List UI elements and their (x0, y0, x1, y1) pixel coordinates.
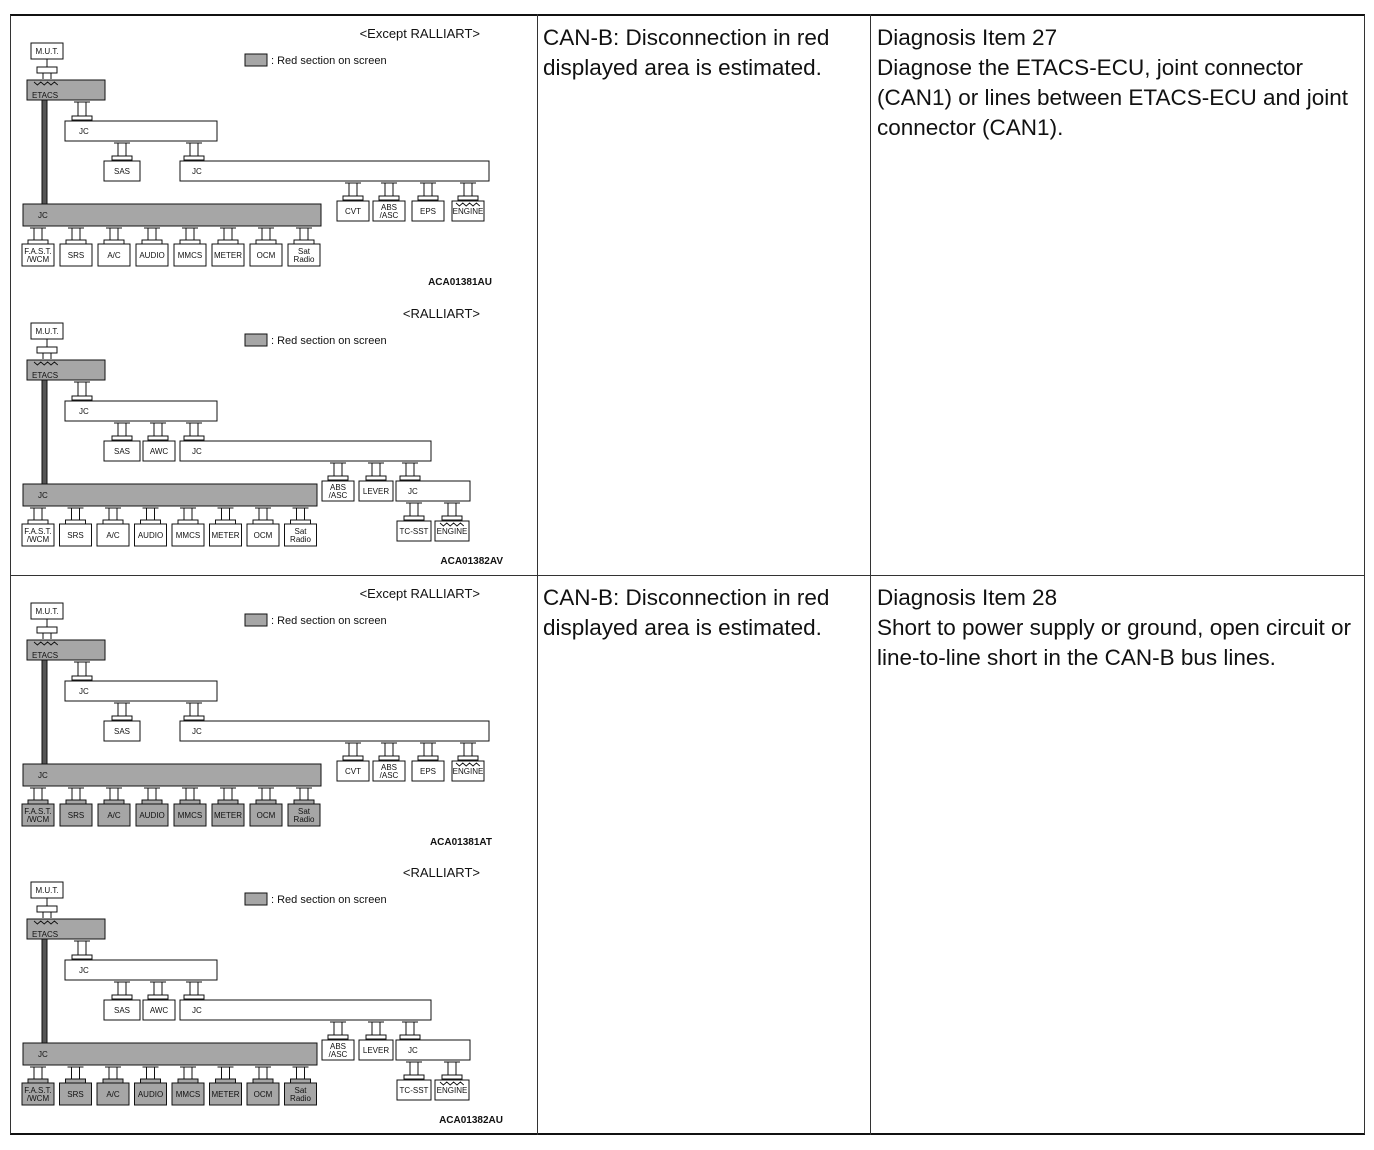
bottom-module-stub (103, 520, 123, 524)
awc-stub (148, 995, 168, 999)
legend-label: : Red section on screen (271, 894, 387, 906)
bottom-module-stub (66, 1079, 86, 1083)
variant-label: <RALLIART> (402, 306, 480, 321)
etacs-jc-stub (72, 955, 92, 959)
bottom-module-stub (178, 1079, 198, 1083)
bottom-module-stub (291, 1079, 311, 1083)
legend-swatch (245, 614, 267, 626)
bottom-module-stub (66, 800, 86, 804)
bottom-module-box-label: SRS (67, 811, 85, 820)
bottom-module-box-label: MMCS (175, 1090, 201, 1099)
abs-asc-stub (328, 476, 348, 480)
bottom-module-box-label: AUDIO (137, 531, 164, 540)
cvt-box-label: CVT (345, 767, 361, 776)
bottom-module-box-label: Radio (293, 815, 315, 824)
sas-stub (112, 995, 132, 999)
mut-label: M.U.T. (35, 607, 59, 616)
can-trunk-line (42, 100, 47, 204)
tcsst-box-label: TC-SST (399, 527, 429, 536)
engine-stub (442, 1075, 462, 1079)
jc-bottom-label: JC (38, 491, 48, 500)
jc-right-label: JC (408, 487, 418, 496)
jc-mid-box (180, 161, 489, 181)
bottom-module-box-label: Radio (290, 535, 311, 544)
can-network-svg (12, 861, 532, 1141)
bottom-module-box-label: AUDIO (139, 251, 165, 260)
tcsst-stub (404, 1075, 424, 1079)
diagnosis-text-row2: Short to power supply or ground, open circuit or line-to-line short in the CAN-B bus lines. (877, 615, 1352, 670)
jc-mid-stub (184, 156, 204, 160)
bottom-module-stub (294, 800, 314, 804)
figure-code: ACA01382AU (439, 1115, 503, 1126)
lever-stub (366, 476, 386, 480)
abs-asc-stub (328, 1035, 348, 1039)
bottom-module-stub (291, 520, 311, 524)
jc-bottom-label: JC (38, 1050, 48, 1059)
bottom-module-stub (66, 240, 86, 244)
jc-bottom-box (23, 764, 321, 786)
bottom-module-stub (253, 1079, 273, 1083)
bottom-module-stub (180, 800, 200, 804)
symptom-text-row2: CAN-B: Disconnection in red displayed area is estimated. (543, 585, 830, 640)
abs-asc-box-label: /ASC (328, 491, 348, 500)
jc-right-stub (400, 1035, 420, 1039)
eps-stub (418, 756, 438, 760)
bottom-module-box-label: Sat (294, 527, 307, 536)
sas-box-label: SAS (113, 1006, 131, 1015)
bottom-module-stub (28, 1079, 48, 1083)
bottom-module-stub (66, 520, 86, 524)
jc-mid-label: JC (192, 447, 202, 456)
jc-upper-label: JC (79, 407, 89, 416)
legend-swatch (245, 893, 267, 905)
tcsst-box-label: TC-SST (399, 1086, 429, 1095)
bottom-module-box-label: F.A.S.T. (24, 1086, 52, 1095)
diagnosis-text-row1: Diagnose the ETACS-ECU, joint connector (CAN1) or lines between ETACS-ECU and joint connector (CAN1). (877, 55, 1349, 140)
mut-connector (37, 347, 57, 353)
diagnosis-title-row1: Diagnosis Item 27 (877, 25, 1058, 50)
legend-swatch (245, 334, 267, 346)
figure-code: ACA01381AU (428, 277, 492, 288)
bottom-module-box-label: /WCM (26, 535, 50, 544)
bottom-module-box-label: AUDIO (137, 1090, 164, 1099)
etacs-jc-stub (72, 116, 92, 120)
jc-mid-label: JC (192, 1006, 202, 1015)
cvt-stub (343, 756, 363, 760)
mut-label: M.U.T. (35, 886, 59, 895)
bottom-module-stub (218, 240, 238, 244)
jc-mid-box (180, 441, 431, 461)
bottom-module-box-label: OCM (253, 531, 273, 540)
abs-asc-stub (379, 196, 399, 200)
etacs-label: ETACS (32, 91, 59, 100)
can-diagram-row1-ralliart (12, 302, 532, 582)
variant-label: <RALLIART> (402, 865, 480, 880)
legend-label: : Red section on screen (271, 335, 387, 347)
legend-label: : Red section on screen (271, 615, 387, 627)
jc-mid-box (180, 721, 489, 741)
abs-asc-box-label: ABS (329, 1042, 347, 1051)
jc-right-label: JC (408, 1046, 418, 1055)
bottom-module-box-label: A/C (106, 531, 120, 540)
sas-stub (112, 436, 132, 440)
jc-upper-label: JC (79, 966, 89, 975)
tcsst-stub (404, 516, 424, 520)
variant-label: <Except RALLIART> (359, 586, 480, 601)
jc-bottom-box (23, 1043, 317, 1065)
bottom-module-box-label: A/C (107, 811, 121, 820)
lever-box-label: LEVER (362, 487, 390, 496)
bottom-module-box-label: F.A.S.T. (24, 247, 52, 256)
abs-asc-box-label: ABS (380, 763, 398, 772)
awc-box-label: AWC (149, 1006, 169, 1015)
etacs-label: ETACS (32, 930, 59, 939)
sas-stub (112, 716, 132, 720)
bottom-module-stub (218, 800, 238, 804)
jc-upper-label: JC (79, 127, 89, 136)
sas-stub (112, 156, 132, 160)
eps-stub (418, 196, 438, 200)
eps-box-label: EPS (419, 767, 437, 776)
engine-stub (458, 756, 478, 760)
bottom-module-box-label: Sat (297, 807, 311, 816)
bottom-module-box-label: A/C (106, 1090, 120, 1099)
engine-box-label: ENGINE (436, 1086, 468, 1095)
can-diagram-row2-ralliart (12, 861, 532, 1141)
can-trunk-line (42, 380, 47, 484)
sas-box-label: SAS (113, 727, 131, 736)
bottom-module-box-label: METER (214, 251, 242, 260)
bottom-module-stub (28, 520, 48, 524)
bottom-module-box-label: SRS (67, 251, 85, 260)
bottom-module-stub (104, 800, 124, 804)
abs-asc-box-label: /ASC (379, 211, 399, 220)
jc-mid-label: JC (192, 167, 202, 176)
sas-box-label: SAS (113, 447, 131, 456)
mut-connector (37, 627, 57, 633)
bottom-module-box-label: Sat (297, 247, 311, 256)
bottom-module-box-label: OCM (253, 1090, 273, 1099)
bottom-module-box-label: F.A.S.T. (24, 527, 52, 536)
engine-box-label: ENGINE (452, 767, 484, 776)
jc-mid-stub (184, 436, 204, 440)
bottom-module-box-label: MMCS (175, 531, 201, 540)
engine-box-label: ENGINE (436, 527, 468, 536)
bottom-module-stub (28, 240, 48, 244)
etacs-label: ETACS (32, 371, 59, 380)
bottom-module-stub (104, 240, 124, 244)
eps-box-label: EPS (419, 207, 437, 216)
can-trunk-line (42, 660, 47, 764)
abs-asc-box-label: ABS (329, 483, 347, 492)
can-network-svg (12, 302, 532, 582)
bottom-module-stub (28, 800, 48, 804)
bottom-module-stub (216, 1079, 236, 1083)
symptom-text-row1: CAN-B: Disconnection in red displayed area is estimated. (543, 25, 830, 80)
variant-label: <Except RALLIART> (359, 26, 480, 41)
bottom-module-box-label: MMCS (177, 811, 203, 820)
legend-label: : Red section on screen (271, 55, 387, 67)
bottom-module-box-label: Sat (294, 1086, 307, 1095)
can-network-svg (12, 22, 532, 302)
jc-upper-label: JC (79, 687, 89, 696)
engine-stub (458, 196, 478, 200)
bottom-module-stub (256, 240, 276, 244)
jc-bottom-box (23, 484, 317, 506)
abs-asc-box-label: ABS (380, 203, 398, 212)
bottom-module-stub (142, 800, 162, 804)
bottom-module-box-label: Radio (290, 1094, 311, 1103)
jc-mid-label: JC (192, 727, 202, 736)
lever-stub (366, 1035, 386, 1039)
bottom-module-box-label: OCM (256, 811, 276, 820)
bottom-module-stub (256, 800, 276, 804)
figure-code: ACA01381AT (429, 837, 492, 848)
bottom-module-box-label: MMCS (177, 251, 203, 260)
jc-right-stub (400, 476, 420, 480)
bottom-module-box-label: METER (211, 1090, 240, 1099)
jc-bottom-box (23, 204, 321, 226)
bottom-module-stub (253, 520, 273, 524)
jc-mid-stub (184, 995, 204, 999)
diagnosis-title-row2: Diagnosis Item 28 (877, 585, 1058, 610)
etacs-jc-stub (72, 396, 92, 400)
bottom-module-box-label: F.A.S.T. (24, 807, 52, 816)
awc-stub (148, 436, 168, 440)
can-diagram-row1-except-ralliart (12, 22, 532, 302)
mut-connector (37, 906, 57, 912)
bottom-module-stub (178, 520, 198, 524)
bottom-module-box-label: Radio (293, 255, 315, 264)
cvt-stub (343, 196, 363, 200)
bottom-module-box-label: /WCM (26, 815, 50, 824)
bottom-module-box-label: /WCM (26, 255, 50, 264)
bottom-module-stub (141, 520, 161, 524)
etacs-jc-stub (72, 676, 92, 680)
awc-box-label: AWC (149, 447, 169, 456)
can-network-svg (12, 582, 532, 862)
abs-asc-box-label: /ASC (328, 1050, 348, 1059)
bottom-module-stub (103, 1079, 123, 1083)
abs-asc-stub (379, 756, 399, 760)
engine-box-label: ENGINE (452, 207, 484, 216)
can-trunk-line (42, 939, 47, 1043)
bottom-module-box-label: A/C (107, 251, 121, 260)
bottom-module-stub (180, 240, 200, 244)
jc-bottom-label: JC (38, 211, 48, 220)
bottom-module-stub (216, 520, 236, 524)
mut-connector (37, 67, 57, 73)
figure-code: ACA01382AV (440, 556, 503, 567)
bottom-module-box-label: OCM (256, 251, 276, 260)
etacs-label: ETACS (32, 651, 59, 660)
lever-box-label: LEVER (362, 1046, 390, 1055)
abs-asc-box-label: /ASC (379, 771, 399, 780)
bottom-module-stub (142, 240, 162, 244)
legend-swatch (245, 54, 267, 66)
bottom-module-stub (294, 240, 314, 244)
bottom-module-box-label: METER (214, 811, 242, 820)
jc-mid-stub (184, 716, 204, 720)
engine-stub (442, 516, 462, 520)
can-diagram-row2-except-ralliart (12, 582, 532, 862)
mut-label: M.U.T. (35, 47, 59, 56)
jc-bottom-label: JC (38, 771, 48, 780)
bottom-module-box-label: AUDIO (139, 811, 165, 820)
bottom-module-box-label: SRS (67, 531, 84, 540)
mut-label: M.U.T. (35, 327, 59, 336)
cvt-box-label: CVT (345, 207, 361, 216)
jc-mid-box (180, 1000, 431, 1020)
bottom-module-box-label: METER (211, 531, 240, 540)
bottom-module-stub (141, 1079, 161, 1083)
sas-box-label: SAS (113, 167, 131, 176)
bottom-module-box-label: SRS (67, 1090, 84, 1099)
bottom-module-box-label: /WCM (26, 1094, 50, 1103)
